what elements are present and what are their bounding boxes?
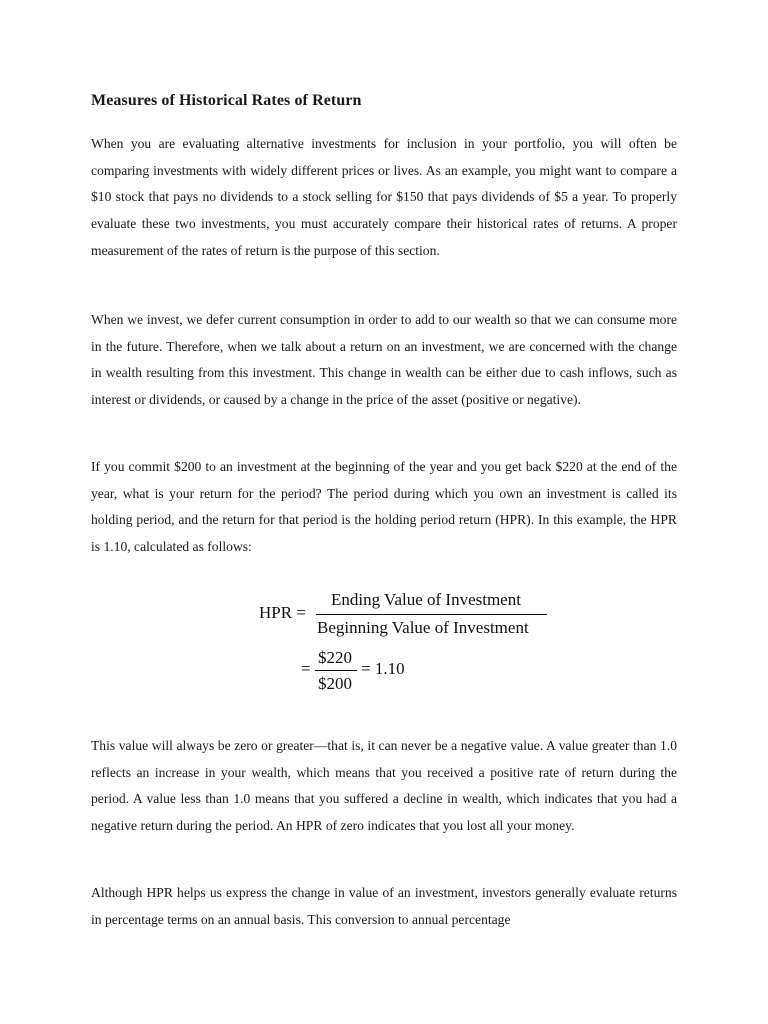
paragraph-hpr-meaning: This value will always be zero or greater—that is, it can never be a negative value. A value greater than 1.0 reflects an increase in your wealth, which means that you received a positive rate of return during the period. A value less than 1.0 means that you suffered a decline in wealth, which indicates that you had a negative return during the period. An HPR of zero indicates that you lost all your money. bbox=[91, 738, 677, 834]
formula-equals-sign: = bbox=[301, 659, 311, 678]
formula-label: HPR = bbox=[259, 603, 306, 622]
paragraph-hpr-example: If you commit $200 to an investment at the beginning of the year and you get back $220 at the end of the year, what is your return for the period? The period during which you own an investment is called its holding period, and the return for that period is the holding period return (HPR). In this example, the HPR is 1.10, calculated as follows: bbox=[91, 459, 677, 555]
formula-example-denominator: $200 bbox=[318, 674, 352, 693]
formula-numerator: Ending Value of Investment bbox=[331, 590, 521, 609]
formula-fraction-bar bbox=[316, 614, 547, 615]
paragraph-invest: When we invest, we defer current consumption in order to add to our wealth so that we can consume more in the future. Therefore, when we talk about a return on an investment, we are concerned with the change in wealth resulting from this investment. This change in wealth can be either due to cash inflows, such as interest or dividends, or caused by a change in the price of the asset (positive or negative). bbox=[91, 312, 677, 408]
formula-example-fraction-bar bbox=[315, 670, 357, 671]
formula-denominator: Beginning Value of Investment bbox=[317, 618, 529, 637]
paragraph-annual-conversion: Although HPR helps us express the change in value of an investment, investors generally evaluate returns in percentage terms on an annual basis. This conversion to annual percentage bbox=[91, 885, 677, 927]
paragraph-intro: When you are evaluating alternative investments for inclusion in your portfolio, you will often be comparing investments with widely different prices or lives. As an example, you might want to compare a $10 stock that pays no dividends to a stock selling for $150 that pays dividends of $5 a year. To properly evaluate these two investments, you must accurately compare their historical rates of returns. A proper measurement of the rates of return is the purpose of this section. bbox=[91, 136, 677, 258]
formula-result: = 1.10 bbox=[361, 659, 405, 678]
page-title: Measures of Historical Rates of Return bbox=[91, 92, 362, 109]
formula-example-numerator: $220 bbox=[318, 648, 352, 667]
